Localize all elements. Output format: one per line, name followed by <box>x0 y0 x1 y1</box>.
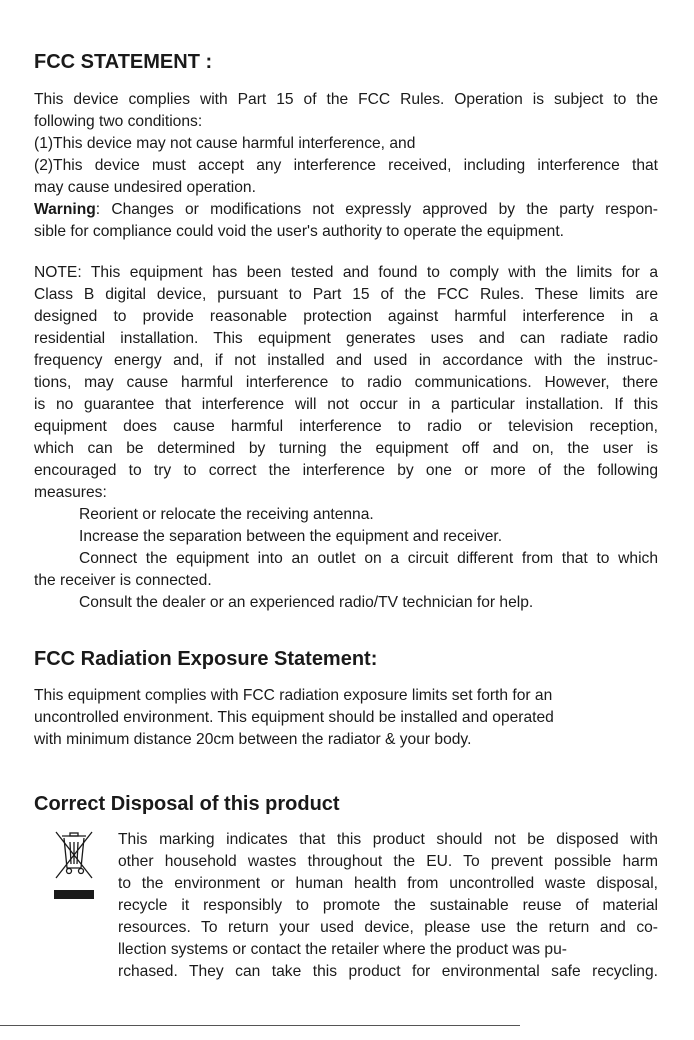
fcc-note-line-11: measures: <box>34 484 107 501</box>
fcc-warning-line-1 <box>34 199 658 221</box>
warning-text: : Changes or modifications not expressly approved by the party respon- <box>95 201 658 218</box>
fcc-measure-4: Consult the dealer or an experienced radio/TV technician for help. <box>79 594 534 611</box>
radiation-title: FCC Radiation Exposure Statement: <box>34 648 378 670</box>
fcc-note-line-4: residential installation. This equipment generates uses and can radiate radio <box>34 330 658 347</box>
fcc-note-line-3: designed to provide reasonable protection against harmful interference in a <box>34 308 658 325</box>
disposal-title: Correct Disposal of this product <box>34 793 340 815</box>
disposal-line-5: resources. To return your used device, please use the return and co- <box>118 919 658 936</box>
disposal-line-7: rchased. They can take this product for environmental safe recycling. <box>118 963 658 980</box>
warning-label: Warning <box>34 201 96 218</box>
fcc-statement-title: FCC STATEMENT : <box>34 51 213 73</box>
fcc-note-line-10: encouraged to try to correct the interference by one or more of the following <box>34 462 658 479</box>
fcc-warning-line-2: sible for compliance could void the user's authority to operate the equipment. <box>34 223 565 240</box>
fcc-p1-line-4: (2)This device must accept any interference received, including interference that <box>34 157 658 174</box>
radiation-line-2: uncontrolled environment. This equipment should be installed and operated <box>34 709 554 726</box>
disposal-line-2: other household wastes throughout the EU. To prevent possible harm <box>118 853 658 870</box>
fcc-p1-line-2: following two conditions: <box>34 113 203 130</box>
fcc-p1-line-1: This device complies with Part 15 of the FCC Rules. Operation is subject to the <box>34 91 658 108</box>
fcc-p1-line-3: (1)This device may not cause harmful interference, and <box>34 135 416 152</box>
bottom-rule <box>0 1025 520 1026</box>
weee-crossed-bin-icon <box>52 830 96 906</box>
fcc-note-line-2: Class B digital device, pursuant to Part 15 of the FCC Rules. These limits are <box>34 286 658 303</box>
fcc-measure-3-cont: the receiver is connected. <box>34 572 212 589</box>
fcc-measure-2: Increase the separation between the equipment and receiver. <box>79 528 503 545</box>
radiation-line-1: This equipment complies with FCC radiation exposure limits set forth for an <box>34 687 553 704</box>
disposal-line-4: recycle it responsibly to promote the sustainable reuse of material <box>118 897 658 914</box>
fcc-note-line-8: equipment does cause harmful interference to radio or television reception, <box>34 418 658 435</box>
disposal-line-1: This marking indicates that this product should not be disposed with <box>118 831 658 848</box>
fcc-measure-1: Reorient or relocate the receiving antenna. <box>79 506 374 523</box>
fcc-note-line-7: is no guarantee that interference will not occur in a particular installation. If this <box>34 396 658 413</box>
fcc-note-line-9: which can be determined by turning the equipment off and on, the user is <box>34 440 658 457</box>
disposal-line-6: llection systems or contact the retailer where the product was pu- <box>118 941 567 958</box>
fcc-measure-3: Connect the equipment into an outlet on a circuit different from that to which <box>79 550 658 567</box>
fcc-note-line-5: frequency energy and, if not installed and used in accordance with the instruc- <box>34 352 658 369</box>
fcc-p1-line-5: may cause undesired operation. <box>34 179 256 196</box>
fcc-note-line-6: tions, may cause harmful interference to radio communications. However, there <box>34 374 658 391</box>
radiation-line-3: with minimum distance 20cm between the radiator & your body. <box>34 731 472 748</box>
fcc-note-line-1: NOTE: This equipment has been tested and found to comply with the limits for a <box>34 264 658 281</box>
disposal-line-3: to the environment or human health from uncontrolled waste disposal, <box>118 875 658 892</box>
